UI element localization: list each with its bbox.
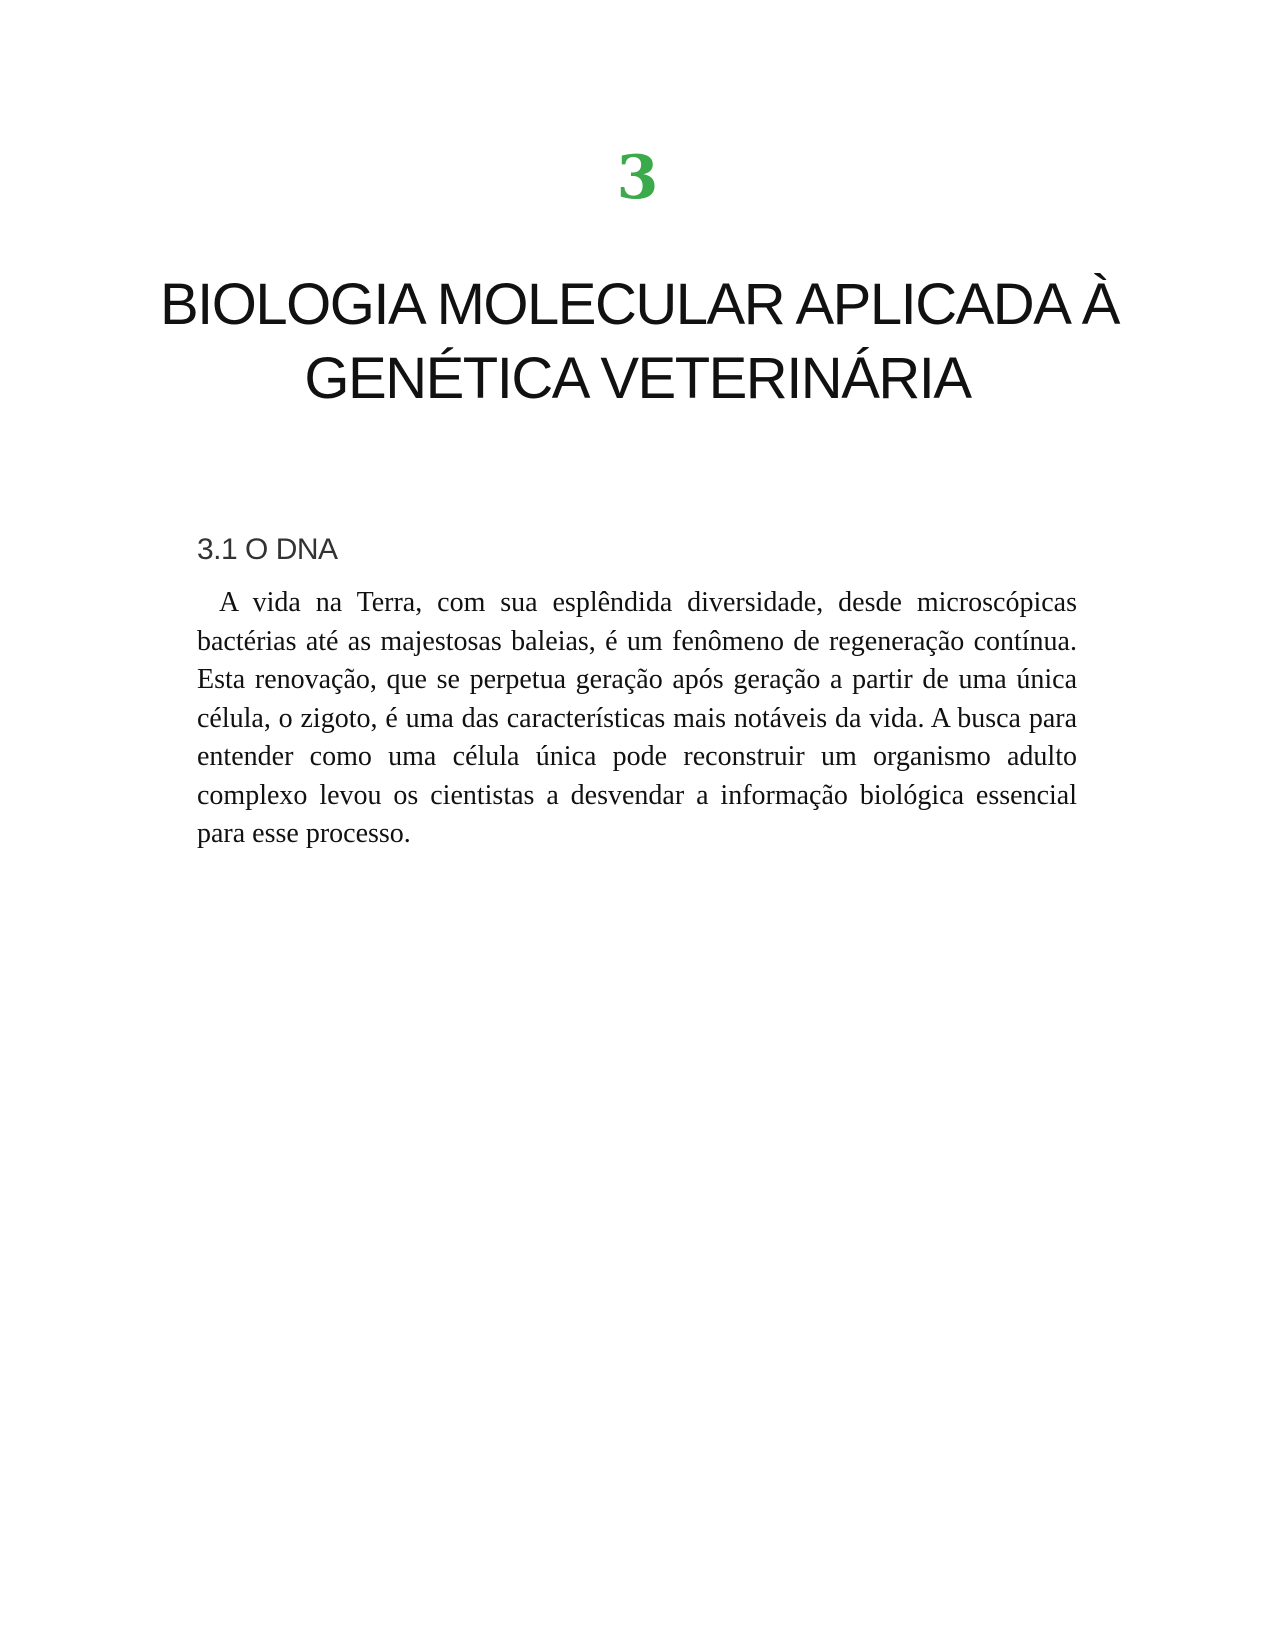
body-paragraph: A vida na Terra, com sua esplêndida diversidade, desde microscópicas bactérias até as majestosas baleias, é um fenômeno de regeneração contínua. Esta renovação, que se perpetua geração após geração a partir de uma única célula, o zigoto, é uma das características mais notáveis da vida. A busca para entender como uma célula única pode reconstruir um organismo adulto complexo levou os cientistas a desvendar a informação biológica essencial para esse processo.	[197, 587, 1077, 849]
chapter-number: 3	[616, 143, 659, 213]
chapter-title-line-1: BIOLOGIA MOLECULAR APLICADA À	[160, 272, 1119, 337]
chapter-title-line-2: GENÉTICA VETERINÁRIA	[304, 346, 971, 411]
chapter-title	[160, 268, 1119, 416]
section-heading: 3.1 O DNA	[197, 533, 338, 566]
